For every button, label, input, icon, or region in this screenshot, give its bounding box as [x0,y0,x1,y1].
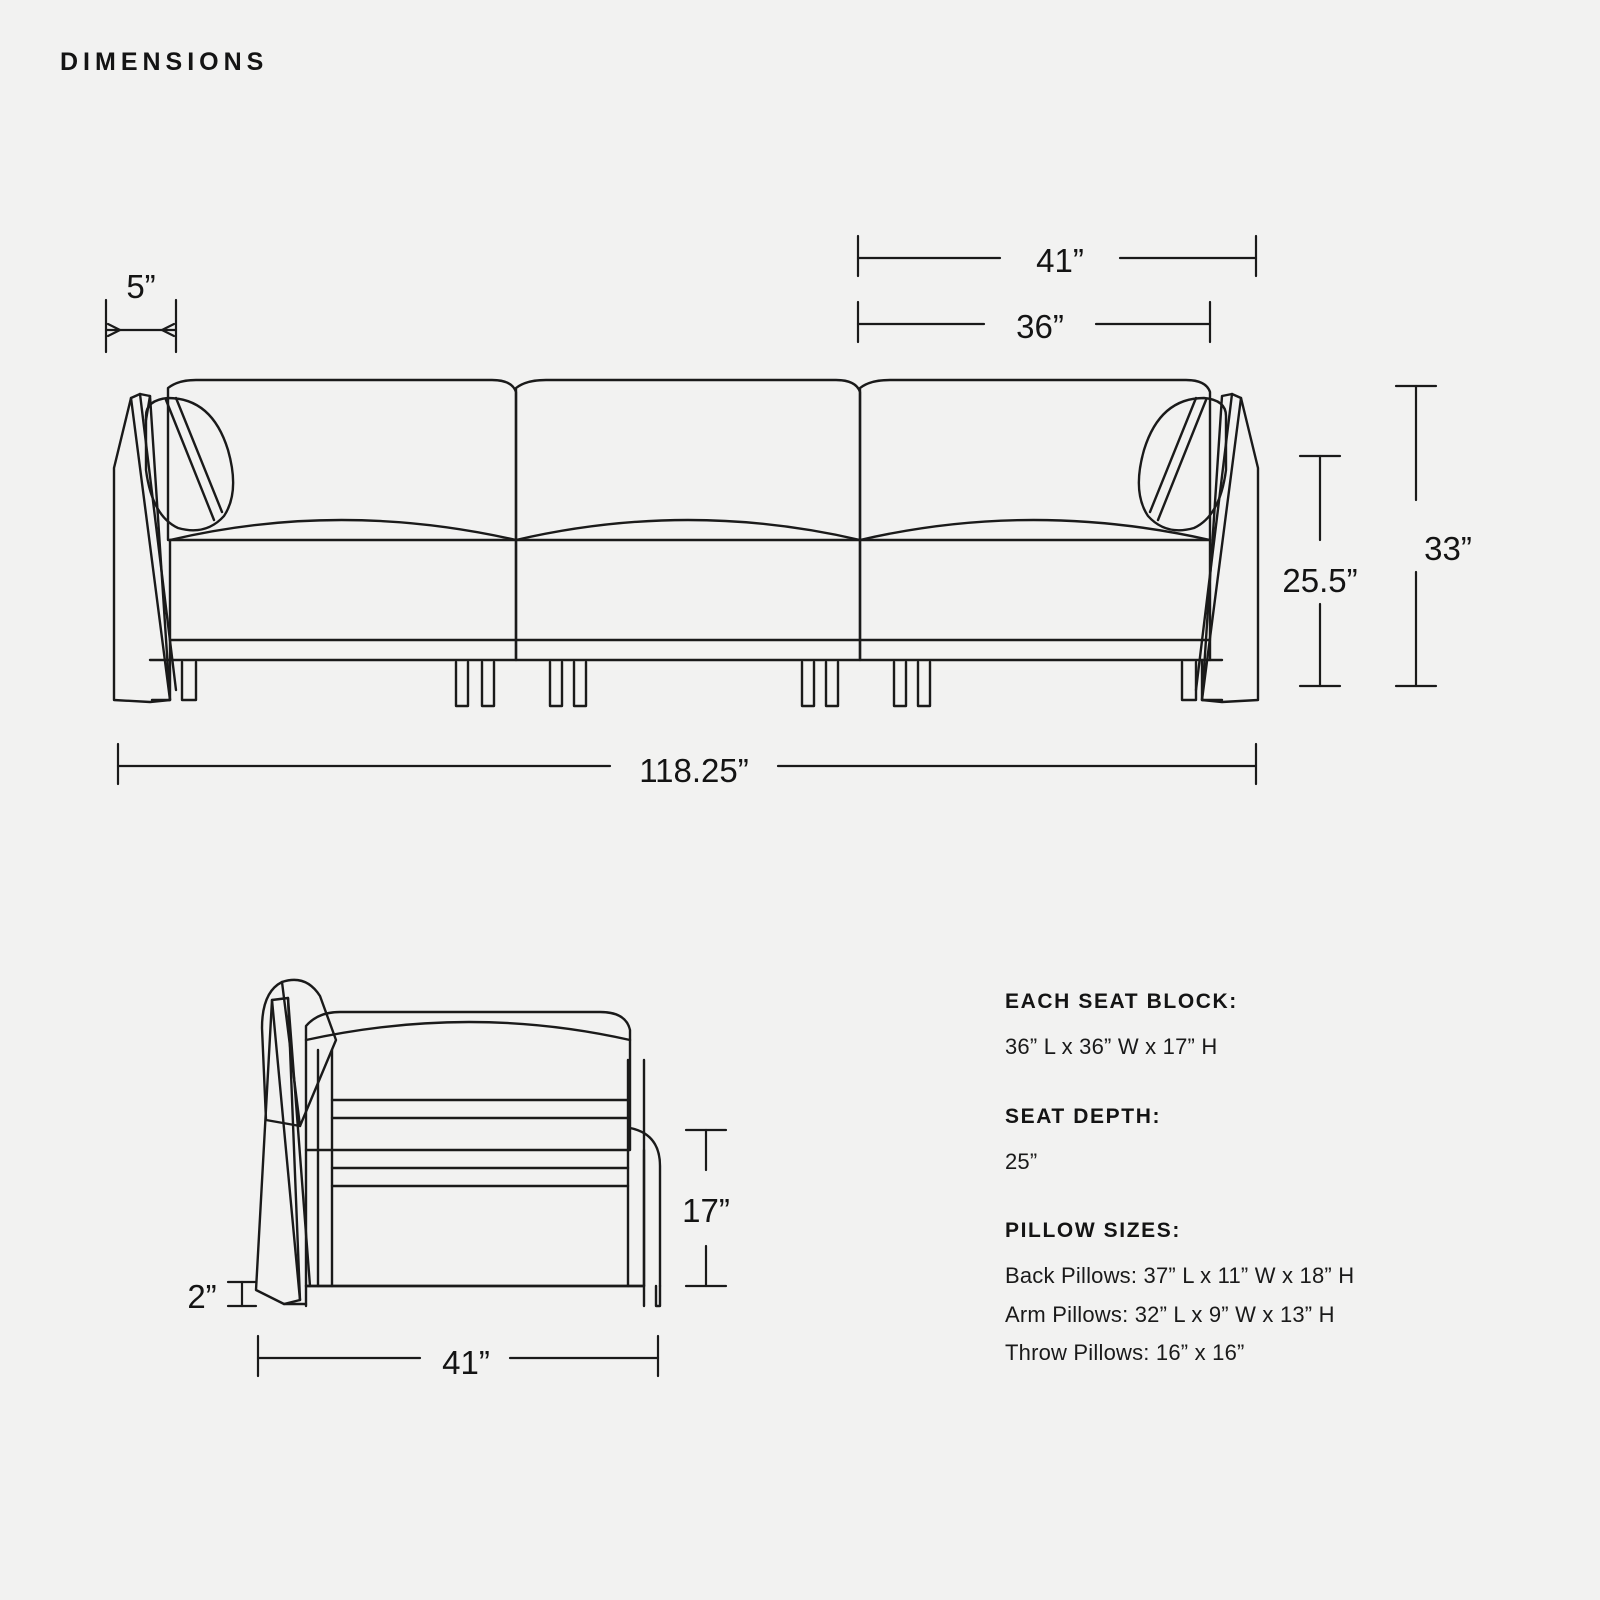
spec-list [1005,990,1525,1411]
spec-line: Back Pillows: 37” L x 11” W x 18” H [1005,1263,1355,1288]
label-seat-block-outer: 41” [1036,242,1084,279]
spec-line: 25” [1005,1148,1038,1174]
side-view-sofa [256,980,660,1306]
spec-pillow-sizes [1005,1219,1525,1373]
label-total-width: 118.25” [639,752,749,789]
label-arm-width: 5” [126,268,156,305]
spec-line: Arm Pillows: 32” L x 9” W x 13” H [1005,1301,1335,1327]
spec-line: 36” L x 36” W x 17” H [1005,1034,1218,1059]
spec-heading: SEAT DEPTH: [1005,1104,1162,1128]
label-seat-back-height: 25.5” [1282,562,1358,599]
spec-seat-block [1005,990,1525,1067]
spec-heading: PILLOW SIZES: [1005,1219,1181,1242]
spec-line: Throw Pillows: 16” x 16” [1005,1340,1245,1365]
front-view-sofa [114,380,1258,706]
spec-heading: EACH SEAT BLOCK: [1005,990,1238,1013]
label-leg-height: 2” [187,1278,217,1315]
label-depth: 41” [442,1344,490,1381]
spec-seat-depth [1005,1105,1525,1182]
label-seat-height: 17” [682,1192,730,1229]
page-title: DIMENSIONS [60,48,269,76]
label-back-height: 33” [1424,530,1472,567]
label-seat-block-inner: 36” [1016,308,1064,345]
